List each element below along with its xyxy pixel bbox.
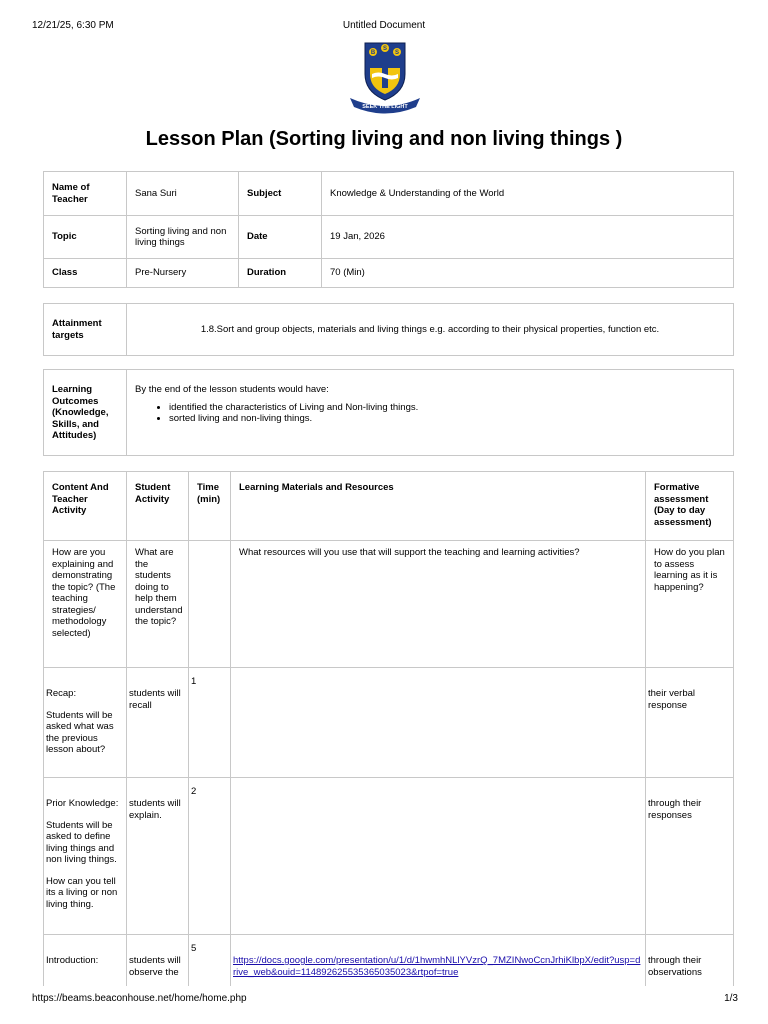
col-header-student: Student Activity: [127, 472, 189, 541]
col-header-content: Content And Teacher Activity: [44, 472, 127, 541]
table-row: [44, 778, 734, 935]
row-content-title: Recap:: [46, 688, 77, 699]
row-assessment: through their responses: [646, 778, 734, 935]
outcome-item: • sorted living and non-living things.: [169, 413, 725, 425]
attainment-text: 1.8.Sort and group objects, materials and living things e.g. according to their physical properties, function etc.: [127, 304, 734, 356]
duration-value: 70 (Min): [322, 259, 734, 288]
table-row: [44, 668, 734, 778]
guide-assessment: How do you plan to assess learning as it is happening?: [646, 541, 734, 668]
date-label: Date: [239, 216, 322, 259]
row-time: 1: [189, 668, 231, 778]
row-time: 5: [189, 935, 231, 995]
date-value: 19 Jan, 2026: [322, 216, 734, 259]
lesson-plan-title: Lesson Plan (Sorting living and non living things ): [145, 128, 623, 150]
outcomes-table: [43, 369, 734, 456]
outcomes-intro: By the end of the lesson students would have:: [135, 384, 329, 395]
svg-text:S: S: [382, 46, 388, 52]
outcomes-label: Learning Outcomes (Knowledge, Skills, and Attitudes): [44, 370, 127, 456]
lesson-info-table: [43, 171, 734, 288]
row-content-body: Students will be asked to define living things and non living things.: [46, 819, 117, 865]
topic-label: Topic: [44, 216, 127, 259]
guide-time: [189, 541, 231, 668]
teacher-value: Sana Suri: [127, 172, 239, 216]
row-resource: [231, 778, 646, 935]
class-label: Class: [44, 259, 127, 288]
guide-student: What are the students doing to help them understand the topic?: [127, 541, 189, 668]
outcomes-list: [135, 402, 725, 425]
attainment-label: Attainment targets: [44, 304, 127, 356]
row-content-title: Prior Knowledge:: [46, 798, 119, 809]
row-student: students will recall: [127, 668, 189, 778]
lesson-plan-table: [43, 471, 734, 995]
row-student: students will observe the: [127, 935, 189, 995]
print-datetime: 12/21/25, 6:30 PM: [32, 20, 114, 31]
row-assessment: their verbal response: [646, 668, 734, 778]
row-assessment: through their observations: [646, 935, 734, 995]
guide-content: How are you explaining and demonstrating the topic? (The teaching strategies/ methodology selected): [44, 541, 127, 668]
topic-value: Sorting living and non living things: [127, 216, 239, 259]
svg-text:SEEK THE LIGHT: SEEK THE LIGHT: [362, 104, 408, 110]
print-url: https://beams.beaconhouse.net/home/home.php: [32, 993, 247, 1004]
col-header-time: Time (min): [189, 472, 231, 541]
col-header-assessment: Formative assessment (Day to day assessment): [646, 472, 734, 541]
row-content-extra: How can you tell its a living or non living thing.: [46, 875, 118, 910]
subject-label: Subject: [239, 172, 322, 216]
row-resource: [231, 668, 646, 778]
class-value: Pre-Nursery: [127, 259, 239, 288]
row-content-title: Introduction:: [46, 955, 99, 966]
page-number: 1/3: [724, 993, 738, 1004]
subject-value: Knowledge & Understanding of the World: [322, 172, 734, 216]
school-crest-logo: [346, 40, 424, 114]
print-doc-title: Untitled Document: [342, 20, 426, 31]
row-time: 2: [189, 778, 231, 935]
teacher-label: Name of Teacher: [44, 172, 127, 216]
col-header-resources: Learning Materials and Resources: [231, 472, 646, 541]
outcome-item: • identified the characteristics of Living and Non-living things.: [169, 402, 725, 414]
svg-text:S: S: [394, 50, 400, 56]
guide-resources: What resources will you use that will support the teaching and learning activities?: [231, 541, 646, 668]
svg-text:B: B: [370, 50, 376, 56]
presentation-link[interactable]: https://docs.google.com/presentation/u/1/d/1hwmhNLlYVzrQ_7MZINwoCcnJrhiKlbpX/edit?usp=drive_web&ouid=114892625535365035023&rtpof=true: [233, 955, 641, 978]
row-content-body: Students will be asked what was the previous lesson about?: [46, 709, 114, 755]
attainment-table: [43, 303, 734, 356]
row-student: students will explain.: [127, 778, 189, 935]
duration-label: Duration: [239, 259, 322, 288]
page-bottom-margin: [0, 986, 768, 1024]
